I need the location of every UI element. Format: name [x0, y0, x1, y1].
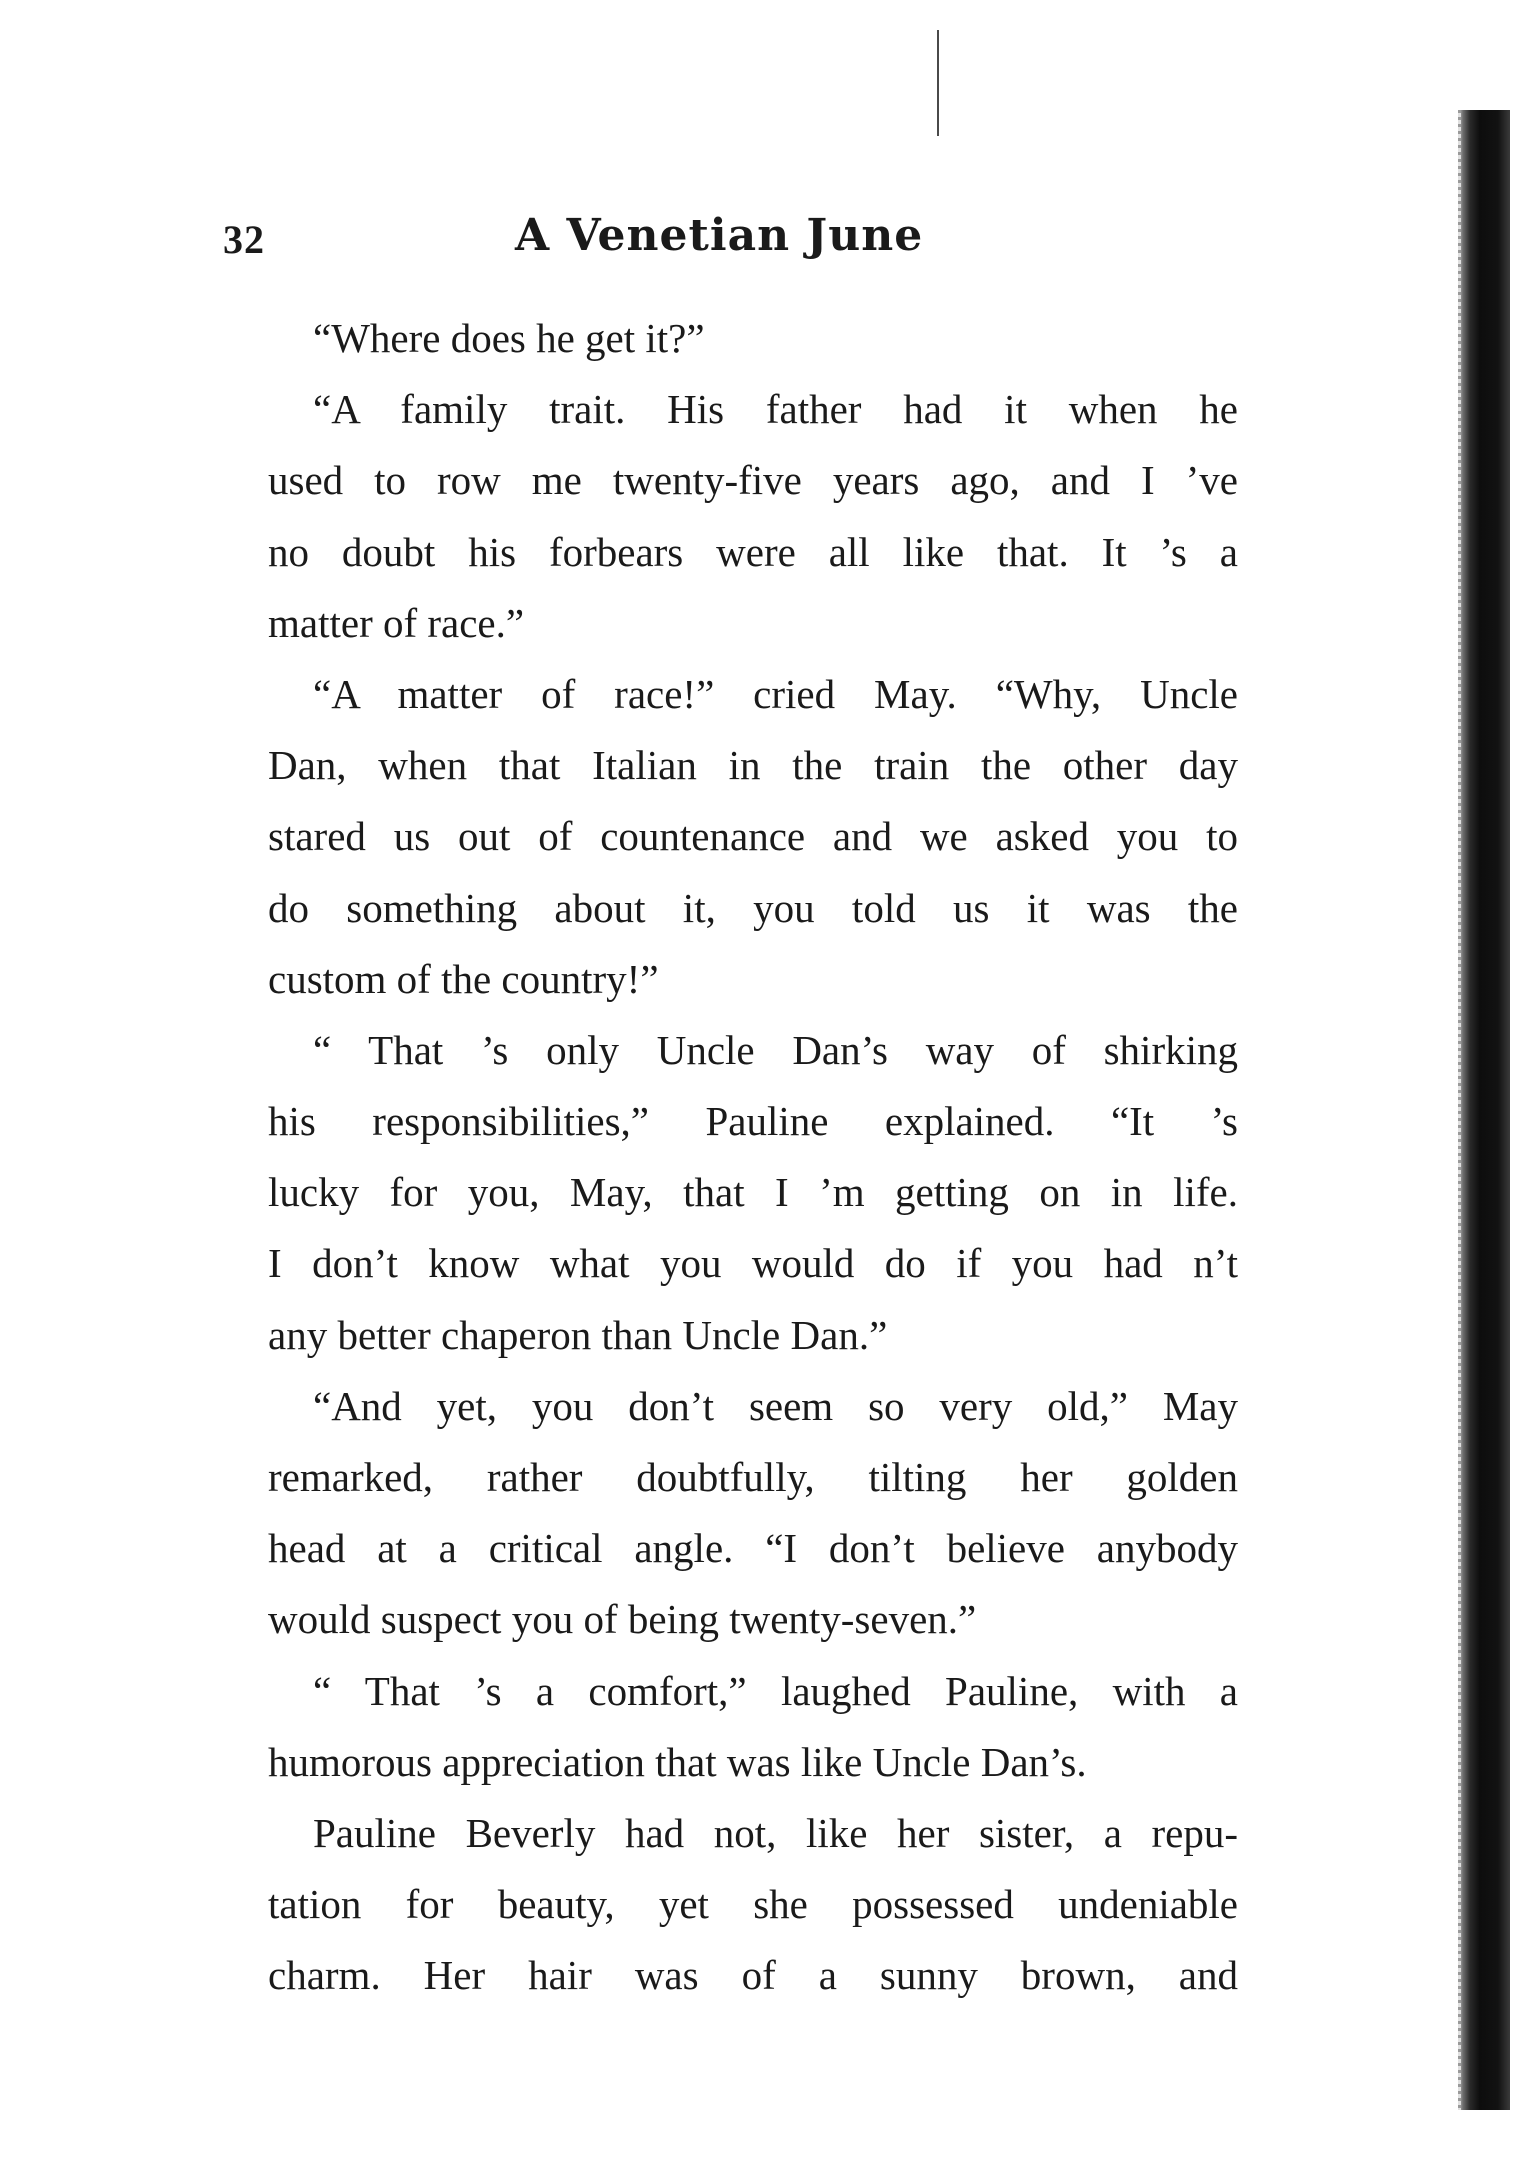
text-line: “Where does he get it?” — [313, 315, 705, 361]
text-line: tation for beauty, yet she possessed undeniable — [268, 1881, 1238, 1928]
paragraph — [223, 659, 1238, 1015]
text-line: “A family trait. His father had it when he — [313, 386, 1238, 433]
text-line: Pauline Beverly had not, like her sister, a repu- — [313, 1809, 1238, 1856]
text-line: “ That ’s only Uncle Dan’s way of shirking — [313, 1026, 1238, 1073]
text-line: head at a critical angle. “I don’t believe anybody — [268, 1525, 1238, 1572]
text-line: “And yet, you don’t seem so very old,” May — [313, 1382, 1238, 1429]
scan-artifact-line — [937, 30, 939, 136]
text-line: matter of race.” — [268, 599, 525, 646]
running-head — [223, 210, 1233, 270]
text-line: “ That ’s a comfort,” laughed Pauline, with a — [313, 1667, 1238, 1714]
text-line: lucky for you, May, that I ’m getting on in life. — [268, 1169, 1238, 1216]
paragraph — [223, 1798, 1238, 2012]
book-binding-edge — [1458, 110, 1510, 2110]
text-line: humorous appreciation that was like Uncle Dan’s. — [268, 1738, 1087, 1785]
text-line: stared us out of countenance and we asked you to — [268, 813, 1238, 860]
text-line: no doubt his forbears were all like that. It ’s a — [268, 528, 1238, 575]
paragraph — [223, 1015, 1238, 1371]
text-line: would suspect you of being twenty-seven.” — [268, 1596, 977, 1643]
paragraph — [223, 1656, 1238, 1798]
body-text — [223, 303, 1238, 2012]
page-number: 32 — [223, 217, 265, 262]
text-line: custom of the country!” — [268, 955, 659, 1002]
text-line: remarked, rather doubtfully, tilting her golden — [268, 1454, 1238, 1500]
text-line: used to row me twenty-five years ago, and I ’ve — [268, 457, 1238, 504]
text-line: “A matter of race!” cried May. “Why, Uncle — [313, 670, 1238, 717]
text-line: I don’t know what you would do if you had n’t — [268, 1240, 1238, 1287]
text-line: Dan, when that Italian in the train the other day — [268, 742, 1238, 789]
text-line: charm. Her hair was of a sunny brown, and — [268, 1952, 1238, 1999]
text-line: his responsibilities,” Pauline explained. “It ’s — [268, 1098, 1238, 1145]
text-line: do something about it, you told us it was the — [268, 884, 1238, 931]
paragraph — [223, 374, 1238, 659]
text-line: any better chaperon than Uncle Dan.” — [268, 1311, 888, 1358]
paragraph — [223, 1371, 1238, 1656]
paragraph — [223, 303, 1238, 374]
running-title: A Venetian June — [515, 210, 924, 261]
